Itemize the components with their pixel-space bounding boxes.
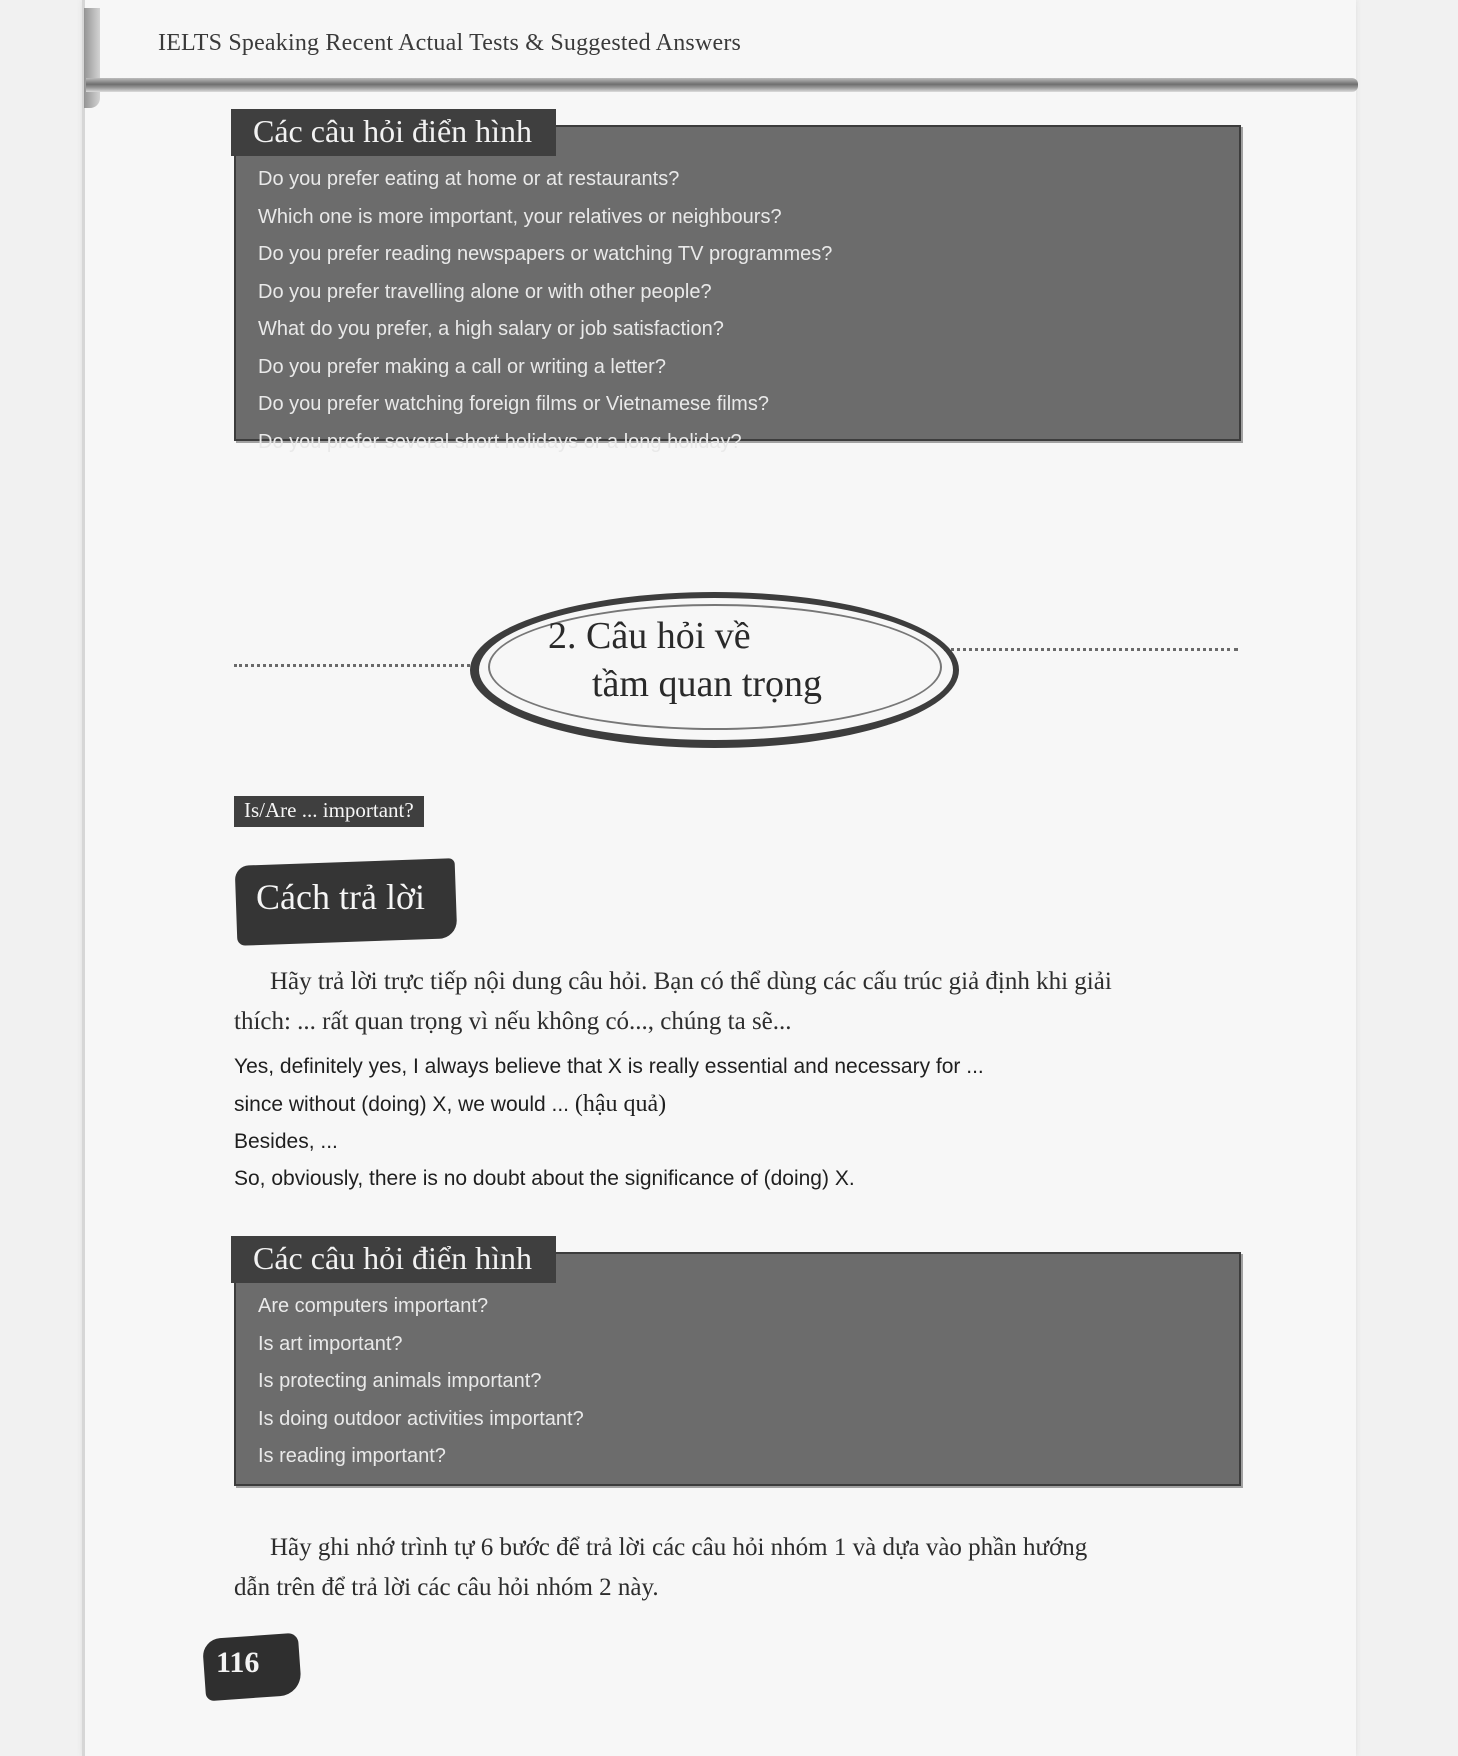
box-2-question: Is reading important? — [258, 1445, 446, 1467]
template-line-2-en: since without (doing) X, we would ... — [234, 1093, 569, 1116]
closing-line-1: Hãy ghi nhớ trình tự 6 bước để trả lời các câu hỏi nhóm 1 và dựa vào phần hướng — [270, 1534, 1088, 1561]
intro-line-2: thích: ... rất quan trọng vì nếu không có..., chúng ta sẽ... — [234, 1008, 792, 1035]
page-number: 116 — [216, 1646, 260, 1679]
box-2-question: Is protecting animals important? — [258, 1370, 542, 1392]
box-1-question: Do you prefer making a call or writing a letter? — [258, 355, 666, 378]
template-line-2-vi: (hậu quả) — [574, 1091, 667, 1117]
header-rule — [86, 78, 1358, 92]
box-1-question-list — [258, 161, 832, 461]
box-1-question: What do you prefer, a high salary or job satisfaction? — [258, 318, 724, 340]
section-title-line-1: 2. Câu hỏi về — [548, 615, 751, 657]
section-title-line-2: tầm quan trọng — [592, 663, 823, 705]
closing-paragraph — [234, 1528, 1244, 1608]
box-2-question-list — [258, 1288, 584, 1476]
box-1-question: Do you prefer several short holidays or a long holiday? — [258, 430, 742, 453]
box-2-question: Is art important? — [258, 1332, 403, 1355]
template-line-3: Besides, ... — [234, 1130, 338, 1153]
dotted-rule-right — [944, 648, 1238, 651]
template-line-2 — [234, 1091, 666, 1118]
box-1-question: Do you prefer travelling alone or with other people? — [258, 280, 712, 303]
template-line-1: Yes, definitely yes, I always believe that X is really essential and necessary for ... — [234, 1055, 984, 1078]
page-edge — [82, 0, 85, 1756]
box-1-question: Do you prefer reading newspapers or watching TV programmes? — [258, 243, 833, 265]
running-head: IELTS Speaking Recent Actual Tests & Suggested Answers — [158, 30, 742, 56]
box-2-question: Are computers important? — [258, 1295, 489, 1317]
box-1-question: Do you prefer watching foreign films or Vietnamese films? — [258, 393, 769, 415]
box-2-title: Các câu hỏi điển hình — [231, 1236, 556, 1283]
box-1-question: Which one is more important, your relatives or neighbours? — [258, 205, 782, 228]
section-title — [548, 612, 822, 708]
intro-line-1: Hãy trả lời trực tiếp nội dung câu hỏi. Bạn có thể dùng các cấu trúc giả định khi giải — [270, 968, 1112, 995]
question-type-tag: Is/Are ... important? — [234, 796, 424, 827]
box-1-question: Do you prefer eating at home or at restaurants? — [258, 168, 680, 190]
box-2-question: Is doing outdoor activities important? — [258, 1407, 584, 1430]
typical-questions-box-2 — [234, 1240, 1241, 1486]
box-1-title: Các câu hỏi điển hình — [231, 109, 556, 156]
header-ornament — [84, 8, 100, 108]
template-line-4: So, obviously, there is no doubt about the significance of (doing) X. — [234, 1167, 855, 1190]
answer-heading: Cách trả lời — [256, 877, 425, 917]
intro-paragraph — [234, 962, 1244, 1042]
closing-line-2: dẫn trên để trả lời các câu hỏi nhóm 2 này. — [234, 1574, 659, 1601]
typical-questions-box-1 — [234, 113, 1241, 453]
dotted-rule-left — [234, 664, 470, 667]
